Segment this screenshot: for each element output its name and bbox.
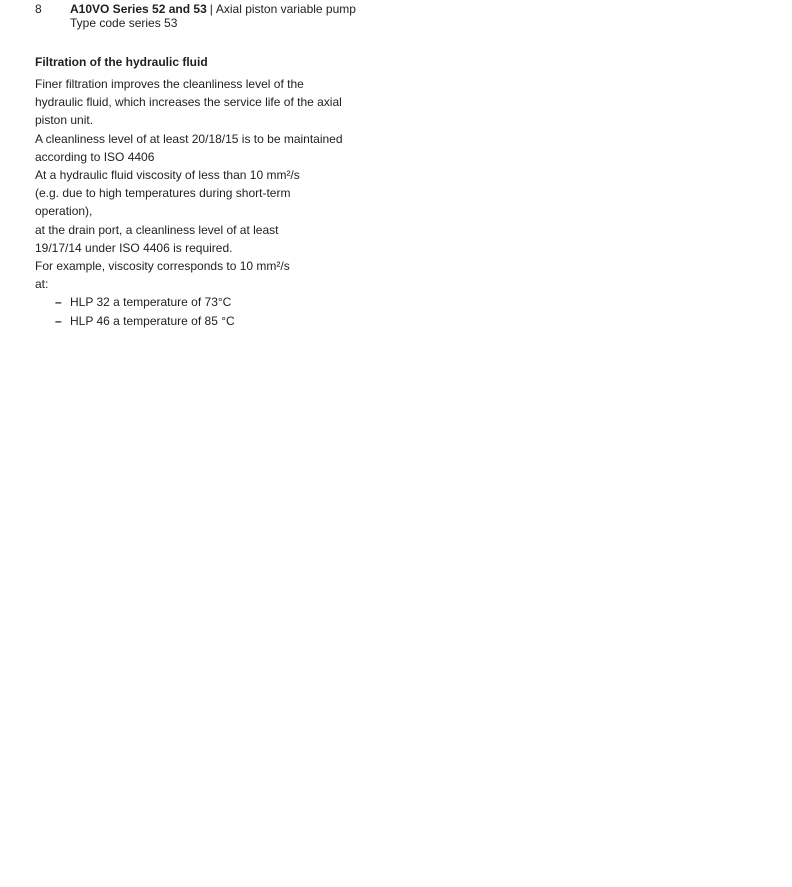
bullet-dash: – xyxy=(55,295,62,310)
body-line: according to ISO 4406 xyxy=(35,149,155,164)
body-line: piston unit. xyxy=(35,113,94,128)
page-number: 8 xyxy=(35,2,42,16)
page-header xyxy=(35,2,356,30)
body-line: A cleanliness level of at least 20/18/15 is to be maintained xyxy=(35,131,343,146)
body-line: Finer filtration improves the cleanliness level of the xyxy=(35,77,304,91)
section-heading: Filtration of the hydraulic fluid xyxy=(35,55,208,69)
list-item xyxy=(35,293,395,311)
bullet-dash: – xyxy=(55,313,62,328)
body-line: at: xyxy=(35,277,49,292)
body-line: At a hydraulic fluid viscosity of less than 10 mm²/s xyxy=(35,168,300,183)
body-line: For example, viscosity corresponds to 10 mm²/s xyxy=(35,259,290,274)
body-line: operation), xyxy=(35,204,93,219)
title-separator: | xyxy=(209,2,213,16)
body-line: (e.g. due to high temperatures during short-term xyxy=(35,186,291,201)
body-line: hydraulic fluid, which increases the service life of the axial xyxy=(35,95,342,110)
list-item xyxy=(35,312,395,330)
header-title-line xyxy=(70,2,356,16)
document-title: A10VO Series 52 and 53 xyxy=(70,2,207,16)
bullet-text: HLP 32 a temperature of 73°C xyxy=(70,295,232,310)
section-body xyxy=(35,75,395,293)
header-title-block xyxy=(70,2,356,30)
bullet-text: HLP 46 a temperature of 85 °C xyxy=(70,313,235,328)
document-subtitle: Axial piston variable pump xyxy=(215,2,356,16)
bullet-list xyxy=(35,293,395,329)
header-section-name: Type code series 53 xyxy=(70,16,178,30)
body-line: 19/17/14 under ISO 4406 is required. xyxy=(35,240,233,255)
filtration-section xyxy=(35,56,395,330)
body-line: at the drain port, a cleanliness level of at least xyxy=(35,222,279,237)
